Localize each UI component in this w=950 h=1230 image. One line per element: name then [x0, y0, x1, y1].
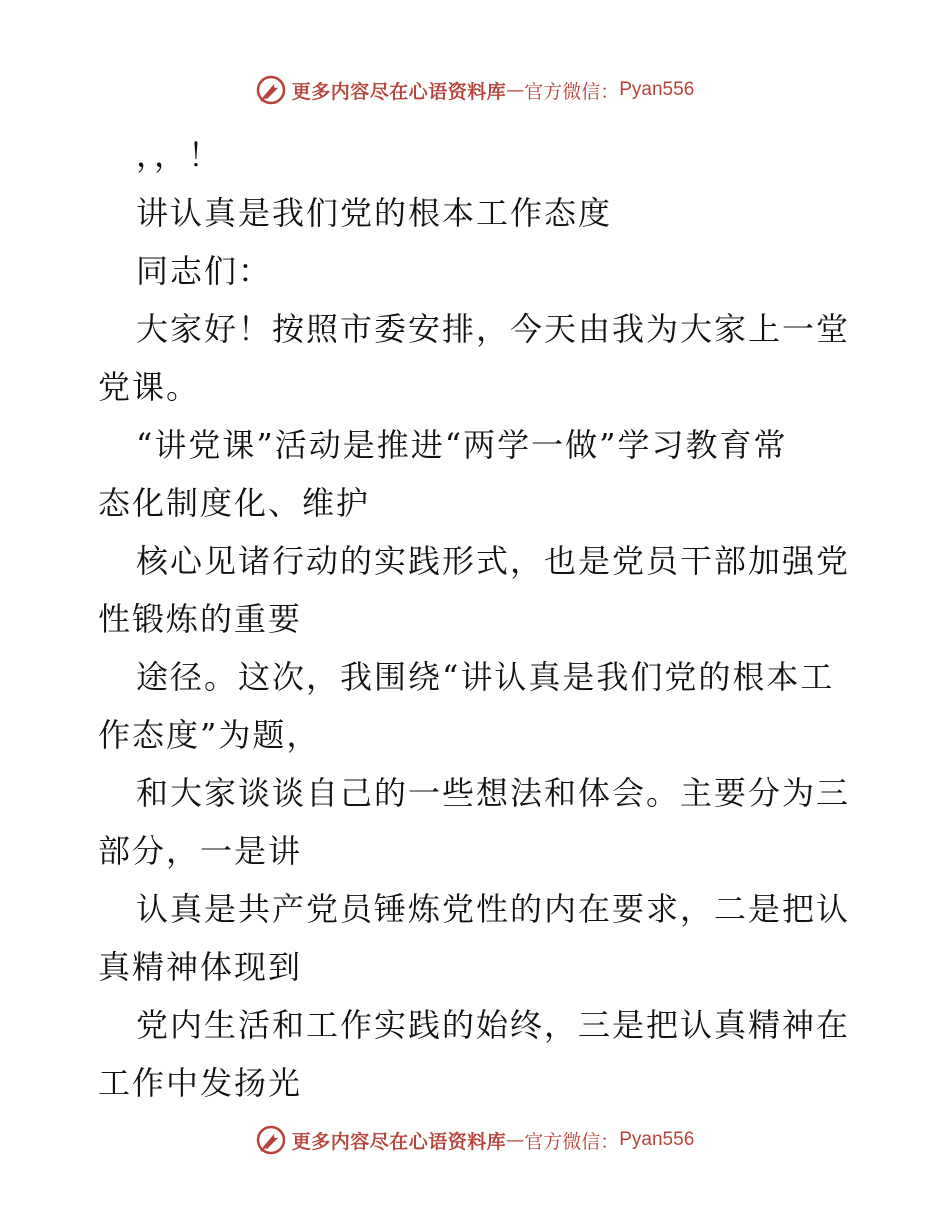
salutation: 同志们：: [136, 252, 273, 290]
banner-site-text: 更多内容尽在心语资料库: [291, 80, 507, 103]
footer-banner: [0, 1120, 950, 1160]
banner-wechat-label: 官方微信：: [524, 80, 620, 103]
paragraph-line: 大家好！按照市委安排，今天由我为大家上一堂: [136, 310, 851, 348]
paragraph-line: 部分，一是讲: [98, 832, 303, 870]
paragraph-line: 性锻炼的重要: [98, 600, 303, 638]
paragraph-line: 作态度”为题，: [98, 716, 321, 754]
paragraph-line: 真精神体现到: [98, 948, 303, 986]
header-banner: [0, 70, 950, 110]
banner-separator: —: [506, 79, 525, 101]
punctuation-line: ，，！: [136, 136, 223, 174]
paragraph-line: 工作中发扬光: [98, 1064, 303, 1102]
paragraph-line: 态化制度化、维护: [98, 484, 371, 522]
document-title: 讲认真是我们党的根本工作态度: [136, 194, 613, 232]
banner-wechat-label: 官方微信：: [524, 1130, 620, 1153]
paragraph-line: 党内生活和工作实践的始终，三是把认真精神在: [136, 1006, 851, 1044]
banner-separator: —: [506, 1129, 525, 1151]
banner-wechat-id: Pyan556: [619, 79, 695, 100]
paragraph-line: 认真是共产党员锤炼党性的内在要求，二是把认: [136, 890, 851, 928]
paragraph-line: 途径。这次，我围绕“讲认真是我们党的根本工: [136, 658, 835, 696]
paragraph-line: 党课。: [98, 368, 201, 406]
paragraph-line: 核心见诸行动的实践形式，也是党员干部加强党: [136, 542, 851, 580]
pen-nib-logo-icon: [256, 75, 286, 105]
paragraph-line: 和大家谈谈自己的一些想法和体会。主要分为三: [136, 774, 851, 812]
banner-site-text: 更多内容尽在心语资料库: [291, 1130, 507, 1153]
banner-wechat-id: Pyan556: [619, 1129, 695, 1150]
document-body: [98, 126, 858, 1112]
pen-nib-logo-icon: [256, 1125, 286, 1155]
paragraph-line: “讲党课”活动是推进“两学一做”学习教育常: [136, 426, 788, 464]
